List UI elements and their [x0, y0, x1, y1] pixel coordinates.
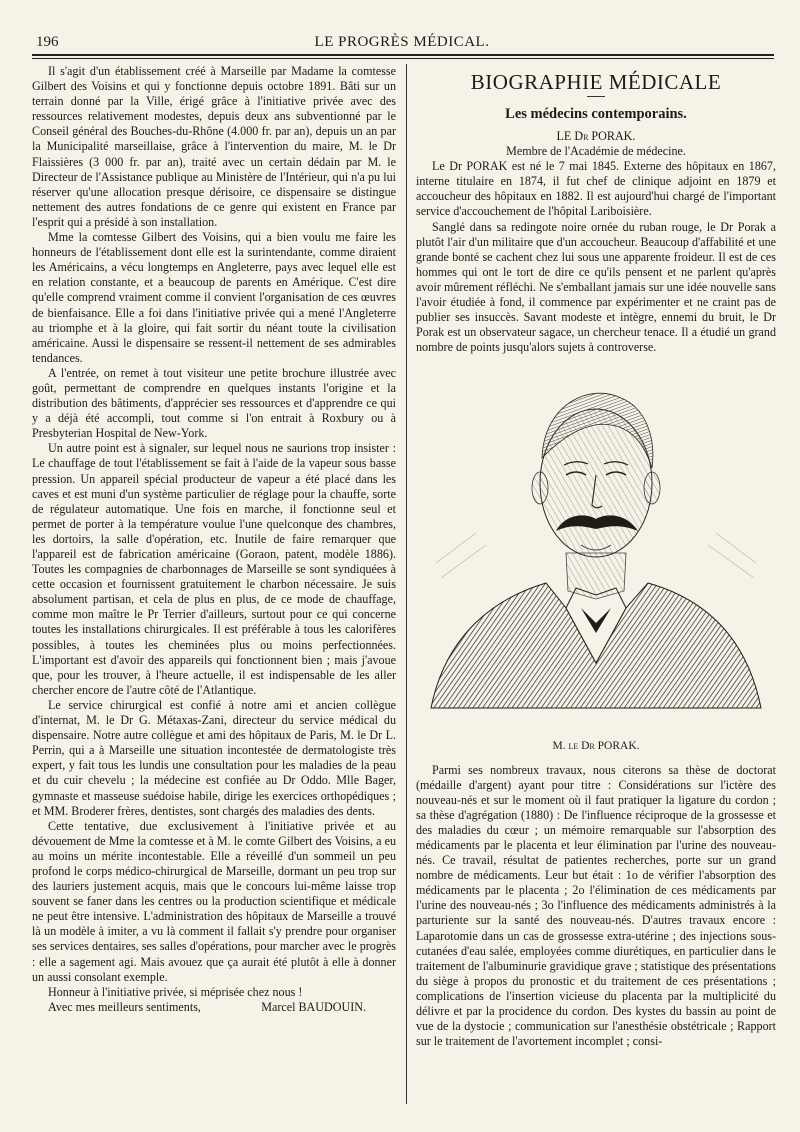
portrait-caption: M. le Dr PORAK. [552, 740, 640, 753]
paragraph: A l'entrée, on remet à tout visiteur une petite brochure illustrée avec goût, permettant de comprendre en quelques instants l'origine et la distribution des bâtiments, d'apprécier ses ressources et d'apprendre ce qui y a déjà été accompli, tout comme si l'on entrait à Roxbury ou à Presbyterian Hospital de New-York. [32, 365, 396, 441]
header-rule-thin [32, 58, 774, 59]
affiliation: Membre de l'Académie de médecine. [506, 144, 686, 159]
section-title: BIOGRAPHIE MÉDICALE [470, 70, 722, 94]
column-divider [406, 64, 407, 1104]
paragraph: Honneur à l'initiative privée, si méprisée chez nous ! [48, 984, 303, 999]
paragraph: Sanglé dans sa redingote noire ornée du ruban rouge, le Dr Porak a plutôt l'air d'un militaire que d'un accoucheur. Beaucoup d'affabilité et une grande bonté se cachent chez lui sous une apparente froideur. Il est de ces hommes qui ont le tort de dire ce qu'ils pensent et ne parlent qu'après avoir mûrement réfléchi. Ne s'emballant jamais sur une idée nouvelle sans l'avoir étudiée à fond, il commence par expérimenter et ne craint pas de publier ses insuccès. Savant modeste et intègre, ennemi du bruit, le Dr Porak est un observateur sagace, un chercheur tenace. Il a étudié un grand nombre de points jusqu'alors sujets à controverse. [416, 219, 776, 355]
right-column [416, 64, 776, 1114]
name-heading: LE Dr PORAK. [556, 129, 636, 143]
author-signature: Marcel BAUDOUIN. [261, 999, 366, 1014]
header-rule [32, 54, 774, 56]
left-column [32, 64, 396, 1114]
paragraph: Cette tentative, due exclusivement à l'initiative privée et au dévouement de Mme la comtesse et à M. le comte Gilbert des Voisins, a eu au moins un mérite incontestable. Elle a réveillé d'un sommeil un peu profond le corps médico-chirurgical de Marseille, dormant un peu trop sur des lauriers justement acquis, mais que le concours lui-même laisse trop souvent se faner dans les centres ou la production scientifique et médicale ne peut être intensive. L'administration des hôpitaux de Marseille a trouvé là un modèle à imiter, a vu là comment il fallait s'y prendre pour organiser ses services dentaires, ses salles d'opérations, pour marcher avec le progrès : elle a sagement agi. Mais avouez que ça aurait été plutôt à elle à donner un aussi consolant exemple. [32, 818, 396, 984]
paragraph: Le service chirurgical est confié à notre ami et ancien collègue d'internat, M. le Dr G. Métaxas-Zani, directeur du service médical du dispensaire. Notre autre collègue et ami des hôpitaux de Paris, M. le Dr L. Perrin, qui a à Marseille une situation incontestée de dermatologiste très expert, y fait tous les lundis une consultation pour les maladies de la peau et du cuir chevelu ; la médecine est confiée au Dr Oddo. Mlle Bager, gymnaste et masseuse suédoise habile, dirige les exercices orthopédiques ; et MM. Broderer frères, dentistes, sont chargés des maladies des dents. [32, 697, 396, 818]
page-number: 196 [36, 34, 59, 50]
portrait-engraving [416, 363, 776, 733]
running-title: LE PROGRÈS MÉDICAL. [314, 34, 490, 50]
signature-line [32, 1000, 396, 1015]
paragraph: Il s'agit d'un établissement créé à Marseille par Madame la comtesse Gilbert des Voisins et qui y fonctionne depuis octobre 1891. Bâti sur un terrain donné par la Ville, érigé grâce à l'initiative privée avec des ressources relativement modestes, depuis deux ans subventionné par le Conseil général des Bouches-du-Rhône (4.000 fr. par an), depuis un an par la Municipalité marseillaise, grâce à l'intervention du maire, M. le Dr Flaissières (3 000 fr. par an), traité avec un certain dédain par M. le Directeur de l'Assistance publique au Ministère de l'Intérieur, qui n'a pu lui réserver qu'une allocation presque dérisoire, ce dispensaire se distingue nettement des autres fondations de ce genre qui existent en France par l'esprit qui a présidé à son installation. [32, 64, 396, 229]
closing-text: Avec mes meilleurs sentiments, [48, 999, 201, 1014]
title-rule [587, 96, 605, 97]
article-subtitle: Les médecins contemporains. [505, 106, 687, 122]
portrait-illustration [416, 363, 776, 733]
page-header [32, 32, 772, 52]
works-paragraph: Parmi ses nombreux travaux, nous citerons sa thèse de doctorat (médaille d'argent) ayant pour titre : Considérations sur l'ictère des nouveau-nés et sur le moment où il faut pratiquer la ligature du cordon ; sa thèse d'agrégation (1880) : De l'influence réciproque de la grossesse et des maladies du cœur ; un mémoire remarquable sur l'absorption des médicaments par le placenta et leur élimination par l'urine des nouveau-nés. Ce travail, résultat de patientes recherches, porte sur un grand nombre de médicaments. Leur but était : 1o de vérifier l'absorption des médicaments par le placenta ; 2o l'élimination de ces médicaments par l'urine des nouveau-nés ; 3o l'influence des médicaments administrés à la parturiente sur la santé des nouveau-nés. D'autres travaux encore : Laparotomie dans un cas de grossesse extra-utérine ; des injections sous-cutanées d'eau salée, employées comme diurétiques, en particulier dans le traitement de l'albuminurie gravidique grave ; statistique des présentations du siège à propos du pronostic et du traitement de ces présentations ; complications de l'insertion vicieuse du placenta par la multiplicité du délivre et par la procidence du cordon. Des kystes du bassin au point de vue de la dystocie ; communication sur l'anesthésie obstétricale ; Rapport sur le traitement de l'avortement incomplet ; consi- [416, 762, 776, 1049]
paragraph: Mme la comtesse Gilbert des Voisins, qui a bien voulu me faire les honneurs de l'établissement dont elle est la surintendante, comme diraient les Américains, a vécu longtemps en Angleterre, pays avec lequel elle est en relation constante, et a beaucoup de parents en Amérique. C'est dire qu'elle comprend vraiment comme il convient l'organisation de ces œuvres de bienfaisance. Elle a foi dans l'initiative privée qui a mené l'Angleterre au triomphe et à la gloire, qui fait sortir du néant toute la civilisation américaine. Aussi le dispensaire se ressent-il nettement de ses admirables tendances. [32, 230, 396, 365]
paragraph: Un autre point est à signaler, sur lequel nous ne saurions trop insister : Le chauffage de tout l'établissement se fait à l'aide de la vapeur sous basse pression. Un appareil spécial producteur de vapeur a été placé dans les caves et est muni d'un système particulier de réglage pour la chauffe, sorte de régulateur automatique. Une fois en marche, il fonctionne seul et permet de porter à la température voulue l'une quelconque des chambres, les dortoirs, la salle d'opération, etc. Inutile de faire remarquer que l'appareil est de fabrication américaine (Goraon, patent, modèle 1886). Toutes les compagnies de charbonnages de Marseille se sont syndiquées à cette occasion et fournissent gratuitement le charbon nécessaire. Je suis absolument partisan, et cela de plus en plus, de ce mode de chauffage, comme mon maître le Pr Terrier d'ailleurs, surtout pour ce qui concerne toutes les installations chirurgicales. Il est préférable à tous les calorifères possibles, à toutes les cheminées plus ou moins perfectionnées. L'important est d'avoir des appareils qui fonctionnent bien ; mais j'avoue que, pour les trouver, à l'heure actuelle, il est indispensable de les aller chercher encore de l'autre côté de l'Atlantique. [32, 441, 396, 697]
paragraph: Le Dr PORAK est né le 7 mai 1845. Externe des hôpitaux en 1867, interne titulaire en 1874, il fut chef de clinique adjoint en 1879 et accoucheur des hôpitaux en 1882. Il est aujourd'hui chargé de l'important service d'accouchement de l'hôpital Lariboisière. [416, 159, 776, 219]
